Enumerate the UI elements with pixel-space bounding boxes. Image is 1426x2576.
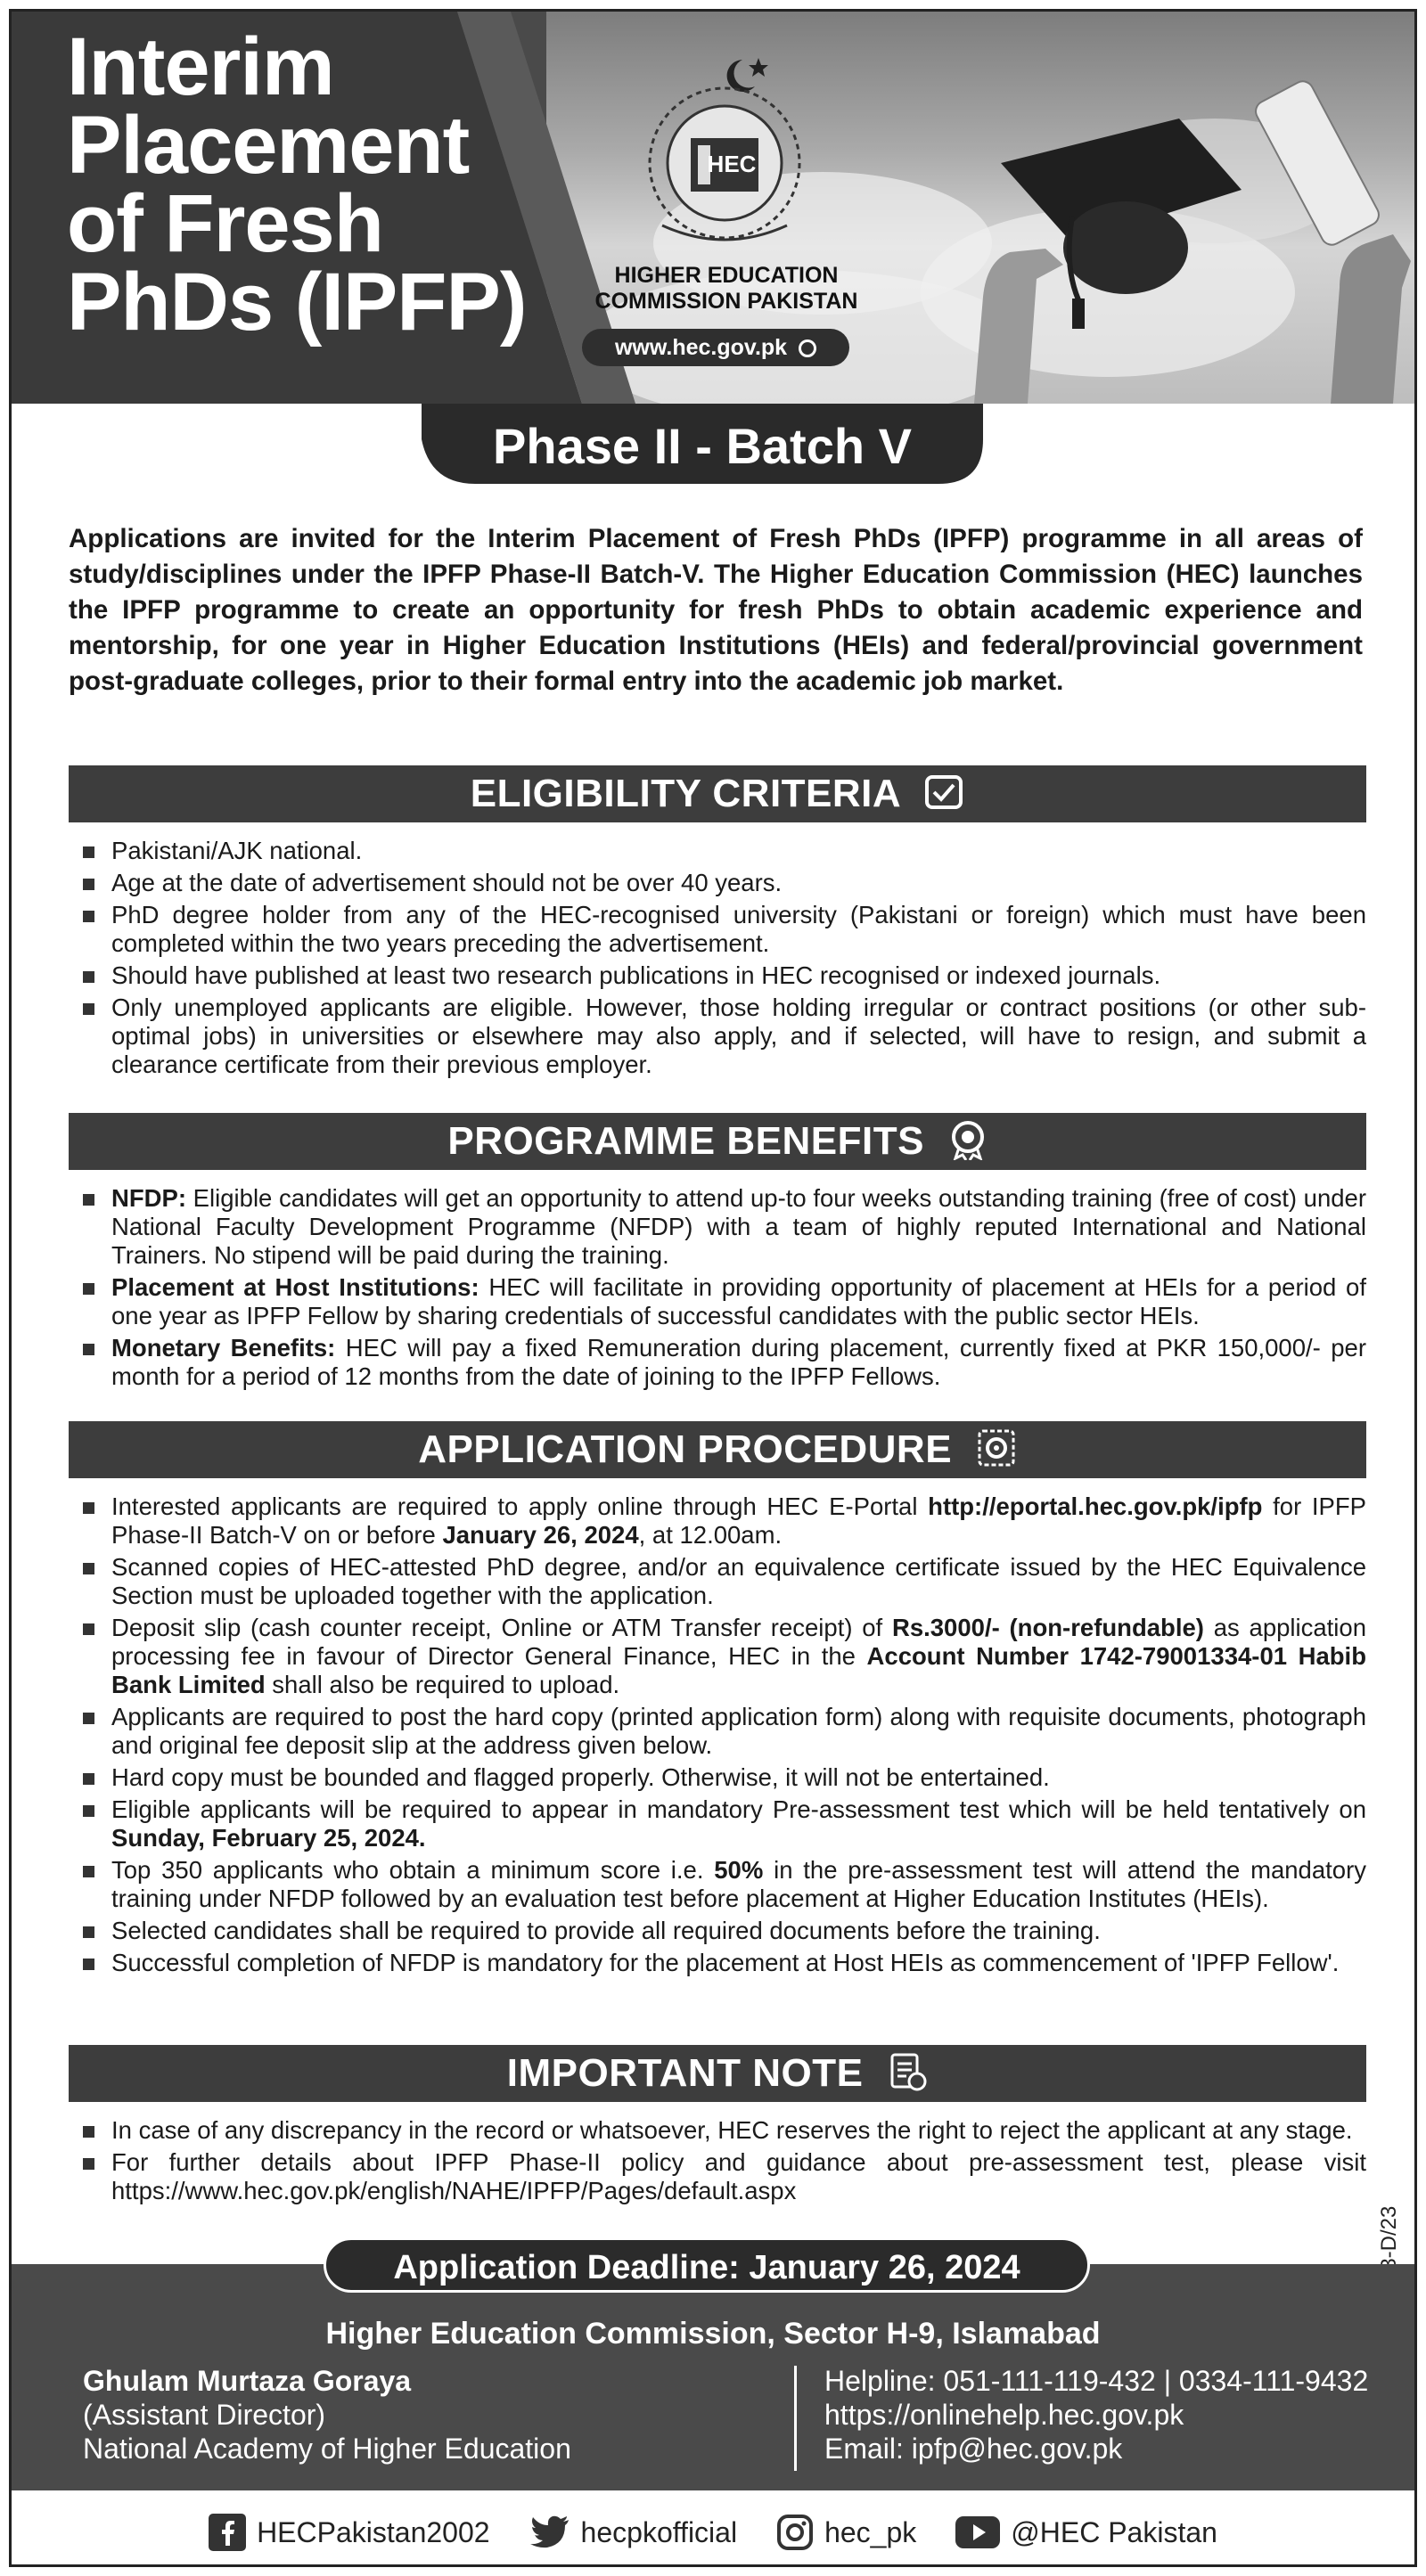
eportal-link[interactable]: http://eportal.hec.gov.pk/ipfp (928, 1492, 1263, 1520)
procedure-list (83, 1492, 1366, 1981)
social-youtube[interactable]: @HEC Pakistan (955, 2516, 1217, 2549)
help-link[interactable]: https://onlinehelp.hec.gov.pk (824, 2399, 1184, 2431)
list-item: Monetary Benefits: HEC will pay a fixed Remuneration during placement, currently fixed at PKR 150,000/- per month for a period of 12 months from the date of joining to the IPFP Fellows. (83, 1334, 1366, 1391)
header-banner (12, 12, 1414, 404)
page-title: Interim Placement of Fresh PhDs (IPFP) (67, 21, 527, 348)
badge-icon (948, 1119, 988, 1160)
contact-person: Ghulam Murtaza Goraya (Assistant Director) National Academy of Higher Education (83, 2365, 571, 2465)
footer-contact (12, 2264, 1414, 2490)
social-twitter[interactable]: hecpkofficial (529, 2515, 738, 2550)
contact-details (824, 2364, 1377, 2466)
org-name: HIGHER EDUCATION COMMISSION PAKISTAN (594, 263, 858, 314)
facebook-icon (209, 2514, 246, 2551)
youtube-icon (955, 2516, 1000, 2548)
list-item: PhD degree holder from any of the HEC-recognised university (Pakistani or foreign) which must have been completed within the two years preceding the advertisement. (83, 901, 1366, 958)
document-icon (887, 2051, 928, 2092)
list-item: Interested applicants are required to apply online through HEC E-Portal http://eportal.hec.gov.pk/ipfp for IPFP Phase-II Batch-V on or before January 26, 2024, at 12.00am. (83, 1492, 1366, 1550)
svg-text:HEC: HEC (707, 151, 757, 177)
hec-logo-icon (609, 47, 840, 261)
email-link[interactable]: Email: ipfp@hec.gov.pk (824, 2433, 1123, 2465)
website-link[interactable]: www.hec.gov.pk (582, 329, 849, 366)
list-item: For further details about IPFP Phase-II policy and guidance about pre-assessment test, please visit https://www.hec.gov.pk/english/NAHE/IPFP/Pages/default.aspx (83, 2148, 1366, 2205)
graduation-hands-icon (947, 65, 1414, 404)
list-item: NFDP: Eligible candidates will get an opportunity to attend up-to four weeks outstanding training (free of cost) under National Faculty Development Programme (NFDP) with a team of highly reputed International and National Trainers. No stipend will be paid during the training. (83, 1184, 1366, 1270)
address: Higher Education Commission, Sector H-9, Islamabad (325, 2317, 1101, 2351)
phase-label: Phase II - Batch V (493, 418, 912, 474)
social-links (12, 2498, 1414, 2567)
list-item: Pakistani/AJK national. (83, 837, 1366, 865)
checkbox-icon (923, 773, 964, 811)
social-instagram[interactable]: hec_pk (776, 2514, 916, 2551)
deadline-badge: Application Deadline: January 26, 2024 (324, 2237, 1090, 2293)
list-item: Scanned copies of HEC-attested PhD degree, and/or an equivalence certificate issued by the HEC Equivalence Section must be uploaded together with the application. (83, 1553, 1366, 1610)
list-item: Hard copy must be bounded and flagged properly. Otherwise, it will not be entertained. (83, 1763, 1366, 1792)
list-item: Only unemployed applicants are eligible. However, those holding irregular or contract positions (or other sub-optimal jobs) in universities or elsewhere may also apply, and if selected, will have to resign, and submit a clearance certificate from their previous employer. (83, 994, 1366, 1079)
note-heading: IMPORTANT NOTE (69, 2045, 1366, 2102)
list-item: Successful completion of NFDP is mandatory for the placement at Host HEIs as commencement of 'IPFP Fellow'. (83, 1949, 1366, 1977)
benefits-heading: PROGRAMME BENEFITS (69, 1113, 1366, 1170)
list-item: Age at the date of advertisement should not be over 40 years. (83, 869, 1366, 897)
procedure-heading: APPLICATION PROCEDURE (69, 1421, 1366, 1478)
social-facebook[interactable]: HECPakistan2002 (209, 2514, 489, 2551)
list-item: Top 350 applicants who obtain a minimum score i.e. 50% in the pre-assessment test will attend the mandatory training under NFDP followed by an evaluation test before placement at Higher Education Institutes (HEIs). (83, 1856, 1366, 1913)
gear-icon (976, 1427, 1017, 1468)
benefits-list (83, 1184, 1366, 1394)
cursor-icon (799, 339, 816, 357)
twitter-icon (529, 2515, 570, 2550)
eligibility-heading: ELIGIBILITY CRITERIA (69, 765, 1366, 822)
list-item: In case of any discrepancy in the record or whatsoever, HEC reserves the right to reject the applicant at any stage. (83, 2116, 1366, 2145)
eligibility-list (83, 837, 1366, 1083)
list-item: Applicants are required to post the hard copy (printed application form) along with requisite documents, photograph and original fee deposit slip at the address given below. (83, 1703, 1366, 1760)
list-item: Deposit slip (cash counter receipt, Online or ATM Transfer receipt) of Rs.3000/- (non-refundable) as application processing fee in favour of Director General Finance, HEC in the Account Number 1742-79001334-01 Habib Bank Limited shall also be required to upload. (83, 1614, 1366, 1699)
footer-divider (794, 2366, 797, 2471)
list-item: Should have published at least two research publications in HEC recognised or indexed journals. (83, 961, 1366, 990)
advertisement-page (9, 9, 1417, 2567)
list-item: Placement at Host Institutions: HEC will facilitate in providing opportunity of placement at HEIs for a period of one year as IPFP Fellow by sharing credentials of successful candidates with the public sector HEIs. (83, 1273, 1366, 1330)
list-item: Selected candidates shall be required to provide all required documents before the training. (83, 1917, 1366, 1945)
list-item: Eligible applicants will be required to appear in mandatory Pre-assessment test which will be held tentatively on Sunday, February 25, 2024. (83, 1795, 1366, 1852)
intro-paragraph: Applications are invited for the Interim Placement of Fresh PhDs (IPFP) programme in all areas of study/disciplines under the IPFP Phase-II Batch-V. The Higher Education Commission (HEC) launches the IPFP programme to create an opportunity for fresh PhDs to obtain academic experience and mentorship, for one year in Higher Education Institutions (HEIs) and federal/provincial government post-graduate colleges, prior to their formal entry into the academic job market. (69, 524, 1363, 696)
helpline: Helpline: 051-111-119-432 | 0334-111-9432 (824, 2365, 1369, 2397)
instagram-icon (776, 2514, 814, 2551)
note-list (83, 2116, 1366, 2209)
